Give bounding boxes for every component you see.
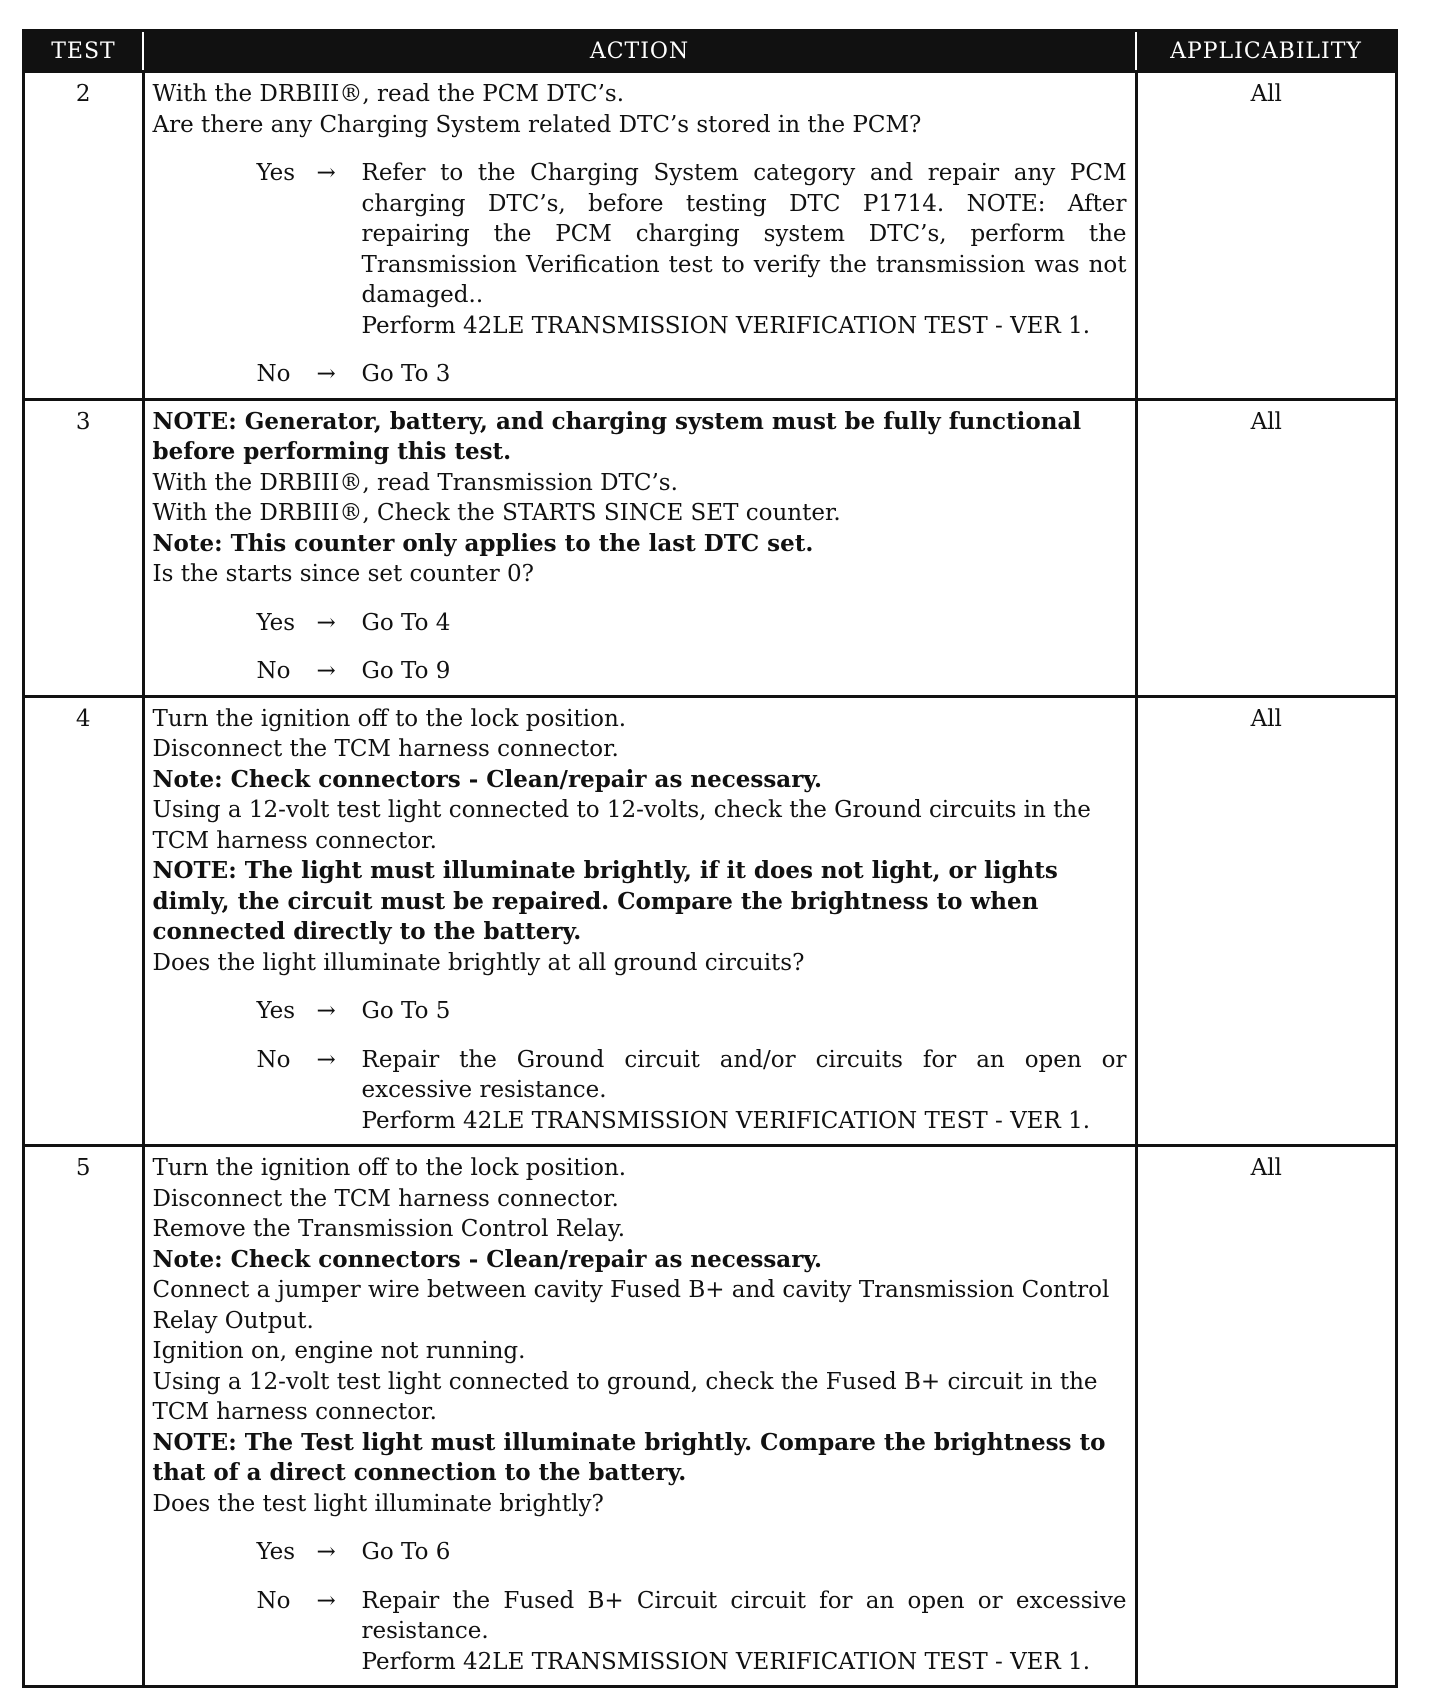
answer-line: Perform 42LE TRANSMISSION VERIFICATION TEST - VER 1. bbox=[361, 1648, 1091, 1675]
answer-no bbox=[257, 1586, 1127, 1678]
answer-yes bbox=[257, 996, 1127, 1027]
answer-text bbox=[362, 608, 1127, 639]
answer-line: Refer to the Charging System category and repair any PCM charging DTC’s, before testing DTC P1714. NOTE: After repairing the PCM charging system DTC’s, perform the Transmission Verification test to verify the transmission was not damaged.. bbox=[361, 160, 1127, 308]
arrow-icon: → bbox=[316, 658, 336, 684]
table-header bbox=[25, 32, 1395, 72]
answer-text bbox=[362, 359, 1127, 390]
arrow-icon: → bbox=[316, 160, 336, 186]
test-number: 3 bbox=[25, 399, 143, 696]
answer-no bbox=[257, 359, 1127, 390]
arrow-icon: → bbox=[316, 1046, 336, 1073]
arrow-icon: → bbox=[316, 998, 336, 1024]
action-cell bbox=[143, 72, 1136, 400]
answer-line: Repair the Ground circuit and/or circuits for an open or excessive resistance. bbox=[361, 1046, 1127, 1103]
note-line: NOTE: The Test light must illuminate brightly. Compare the brightness to that of a direct connection to the battery. bbox=[152, 1428, 1106, 1486]
answer-text bbox=[362, 158, 1127, 341]
answer-text bbox=[362, 1045, 1127, 1137]
instruction-line: Connect a jumper wire between cavity Fused B+ and cavity Transmission Control Relay Output. bbox=[152, 1277, 1110, 1334]
instruction-line: Are there any Charging System related DTC’s stored in the PCM? bbox=[152, 111, 922, 138]
instruction-line: Ignition on, engine not running. bbox=[152, 1338, 526, 1364]
answer-line: Go To 9 bbox=[361, 658, 451, 684]
arrow-icon: → bbox=[316, 609, 336, 636]
diagnostic-test-table bbox=[22, 29, 1398, 1688]
answer-text bbox=[362, 1586, 1127, 1678]
answer-key: No bbox=[256, 1046, 291, 1073]
answer-key: No bbox=[256, 1587, 291, 1614]
note-line: Note: Check connectors - Clean/repair as necessary. bbox=[152, 765, 823, 793]
action-cell bbox=[143, 399, 1136, 696]
action-cell bbox=[143, 1146, 1136, 1686]
applicability-cell: All bbox=[1136, 696, 1395, 1146]
table-row bbox=[25, 72, 1395, 400]
instruction-line: Is the starts since set counter 0? bbox=[152, 561, 535, 587]
instruction-line: With the DRBIII®, read the PCM DTC’s. bbox=[152, 81, 625, 107]
answer-line: Perform 42LE TRANSMISSION VERIFICATION TEST - VER 1. bbox=[361, 312, 1091, 339]
instruction-line: Turn the ignition off to the lock position. bbox=[152, 1155, 627, 1181]
note-line: Note: Check connectors - Clean/repair as necessary. bbox=[152, 1245, 823, 1273]
arrow-icon: → bbox=[316, 1539, 336, 1565]
answer-yes bbox=[257, 608, 1127, 639]
instruction-line: Disconnect the TCM harness connector. bbox=[152, 1185, 619, 1212]
answer-key: Yes bbox=[256, 1539, 296, 1565]
table-row bbox=[25, 696, 1395, 1146]
action-cell bbox=[143, 696, 1136, 1146]
answer-line: Go To 5 bbox=[361, 998, 451, 1024]
answer-yes bbox=[257, 158, 1127, 341]
arrow-icon: → bbox=[316, 1587, 336, 1614]
answer-key: Yes bbox=[256, 609, 296, 636]
note-line: Note: This counter only applies to the last DTC set. bbox=[152, 529, 814, 557]
test-number: 4 bbox=[25, 696, 143, 1146]
instruction-line: Turn the ignition off to the lock position. bbox=[152, 705, 627, 732]
answer-text bbox=[362, 1537, 1127, 1568]
answer-key: Yes bbox=[256, 160, 296, 186]
test-table bbox=[25, 32, 1395, 1685]
answer-line: Repair the Fused B+ Circuit circuit for an open or excessive resistance. bbox=[361, 1587, 1127, 1644]
answer-key: No bbox=[256, 658, 291, 684]
instruction-line: Using a 12-volt test light connected to ground, check the Fused B+ circuit in the TCM harness connector. bbox=[152, 1368, 1098, 1425]
instruction-line: Disconnect the TCM harness connector. bbox=[152, 736, 619, 762]
instruction-line: With the DRBIII®, read Transmission DTC’s. bbox=[152, 469, 678, 496]
answer-no bbox=[257, 1045, 1127, 1137]
instruction-line: With the DRBIII®, Check the STARTS SINCE SET counter. bbox=[152, 500, 841, 526]
table-row bbox=[25, 1146, 1395, 1686]
answer-key: No bbox=[256, 361, 291, 387]
answer-line: Go To 4 bbox=[361, 609, 451, 636]
answer-no bbox=[257, 656, 1127, 687]
answer-line: Go To 3 bbox=[361, 361, 451, 387]
header-applicability: APPLICABILITY bbox=[1136, 32, 1395, 72]
arrow-icon: → bbox=[316, 361, 336, 387]
answer-text bbox=[362, 656, 1127, 687]
note-line: NOTE: The light must illuminate brightly, if it does not light, or lights dimly, the circuit must be repaired. Compare the brightness to when connected directly to the battery. bbox=[152, 857, 1058, 945]
answer-yes bbox=[257, 1537, 1127, 1568]
table-row bbox=[25, 399, 1395, 696]
header-action: ACTION bbox=[143, 32, 1136, 72]
header-test: TEST bbox=[25, 32, 143, 72]
instruction-line: Does the light illuminate brightly at all ground circuits? bbox=[152, 949, 805, 976]
instruction-line: Remove the Transmission Control Relay. bbox=[152, 1216, 625, 1242]
answer-line: Perform 42LE TRANSMISSION VERIFICATION TEST - VER 1. bbox=[361, 1107, 1091, 1134]
table-body bbox=[25, 72, 1395, 1686]
answer-line: Go To 6 bbox=[361, 1539, 451, 1565]
test-number: 2 bbox=[25, 72, 143, 400]
answer-key: Yes bbox=[256, 998, 296, 1024]
answer-text bbox=[362, 996, 1127, 1027]
applicability-cell: All bbox=[1136, 1146, 1395, 1686]
note-line: NOTE: Generator, battery, and charging system must be fully functional before performing this test. bbox=[152, 407, 1082, 465]
test-number: 5 bbox=[25, 1146, 143, 1686]
instruction-line: Does the test light illuminate brightly? bbox=[152, 1490, 604, 1517]
applicability-cell: All bbox=[1136, 72, 1395, 400]
instruction-line: Using a 12-volt test light connected to 12-volts, check the Ground circuits in the TCM harness connector. bbox=[152, 797, 1091, 854]
applicability-cell: All bbox=[1136, 399, 1395, 696]
